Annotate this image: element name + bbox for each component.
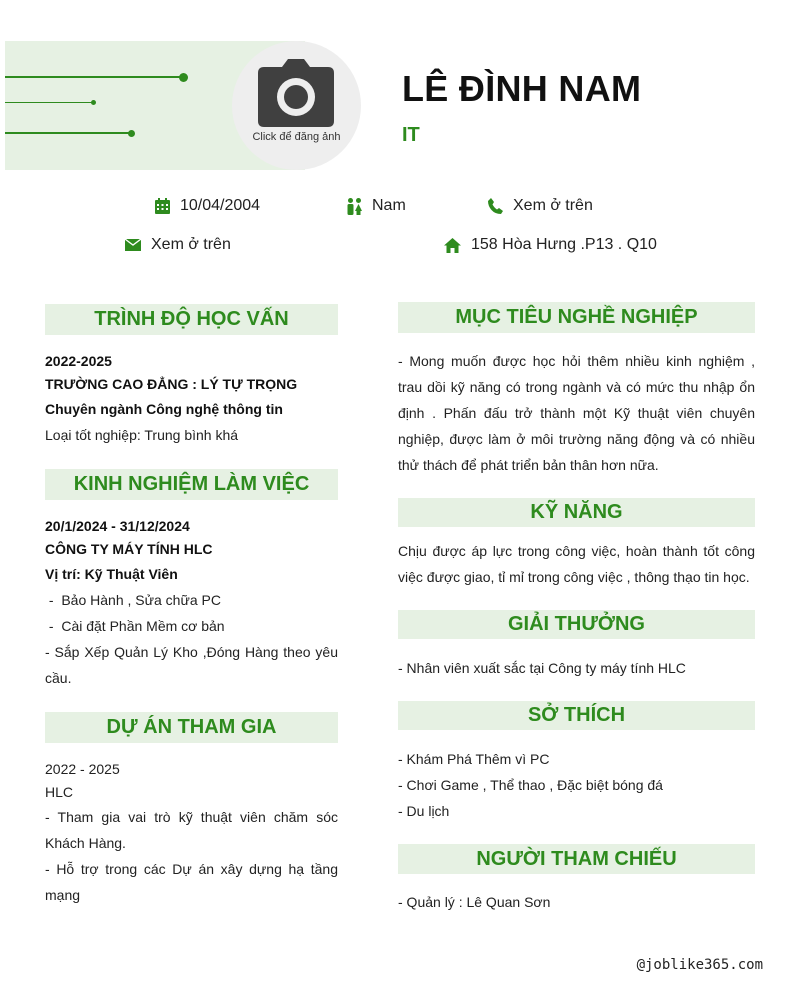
experience-task[interactable]: - Bảo Hành , Sửa chữa PC <box>45 592 221 608</box>
hobby-item[interactable]: - Chơi Game , Thể thao , Đặc biệt bóng đá <box>398 777 663 793</box>
objective-heading[interactable]: MỤC TIÊU NGHỀ NGHIỆP <box>398 302 755 333</box>
hobby-item[interactable]: - Du lịch <box>398 803 450 819</box>
email-info[interactable] <box>125 236 231 254</box>
education-school[interactable]: TRƯỜNG CAO ĐẲNG : LÝ TỰ TRỌNG <box>45 376 298 392</box>
decorative-line <box>5 76 183 78</box>
experience-task[interactable]: - Cài đặt Phần Mềm cơ bản <box>45 618 225 634</box>
project-period[interactable]: 2022 - 2025 <box>45 761 120 777</box>
experience-task[interactable]: - Sắp Xếp Quản Lý Kho ,Đóng Hàng theo yêu cầu. <box>45 644 338 686</box>
candidate-name[interactable]: LÊ ĐÌNH NAM <box>402 68 642 109</box>
education-period[interactable]: 2022-2025 <box>45 353 112 369</box>
references-text[interactable]: - Quản lý : Lê Quan Sơn <box>398 894 551 910</box>
experience-heading[interactable]: KINH NGHIỆM LÀM VIỆC <box>45 469 338 500</box>
phone-value: Xem ở trên <box>513 197 593 214</box>
experience-role[interactable]: Vị trí: Kỹ Thuật Viên <box>45 566 178 582</box>
email-value: Xem ở trên <box>151 236 231 253</box>
skills-heading[interactable]: KỸ NĂNG <box>398 498 755 527</box>
decorative-dot <box>179 73 188 82</box>
phone-info[interactable] <box>488 197 593 215</box>
address-value: 158 Hòa Hưng .P13 . Q10 <box>471 236 657 253</box>
birthday-value: 10/04/2004 <box>180 197 261 214</box>
gender-info[interactable] <box>347 197 406 215</box>
phone-icon <box>488 198 503 214</box>
objective-text[interactable]: - Mong muốn được học hỏi thêm nhiều kinh nghiệm , trau dồi kỹ năng có trong ngành và có mức thu nhập ổn định . Phấn đấu trở thành một Kỹ thuật viên chuyên nghiệp, được làm ở môi trường năng động và có nhiều thử thách để phát triển bản thân hơn nữa. <box>398 353 755 473</box>
experience-period[interactable]: 20/1/2024 - 31/12/2024 <box>45 518 190 534</box>
references-heading[interactable]: NGƯỜI THAM CHIẾU <box>398 844 755 874</box>
birthday-info[interactable] <box>155 197 260 215</box>
project-item[interactable]: - Tham gia vai trò kỹ thuật viên chăm sóc Khách Hàng. <box>45 809 338 851</box>
hobby-item[interactable]: - Khám Phá Thêm vì PC <box>398 751 550 767</box>
photo-upload[interactable] <box>232 41 361 170</box>
calendar-icon <box>155 198 170 214</box>
envelope-icon <box>125 239 141 251</box>
education-heading[interactable]: TRÌNH ĐỘ HỌC VẤN <box>45 304 338 335</box>
job-position[interactable]: IT <box>402 124 420 146</box>
gender-value: Nam <box>372 197 406 214</box>
awards-heading[interactable]: GIẢI THƯỞNG <box>398 610 755 639</box>
home-icon <box>444 238 461 253</box>
education-major[interactable]: Chuyên ngành Công nghệ thông tin <box>45 401 283 417</box>
project-name[interactable]: HLC <box>45 784 74 800</box>
gender-icon <box>347 198 362 215</box>
watermark: @joblike365.com <box>636 957 763 973</box>
photo-caption: Click để đăng ảnh <box>252 131 341 143</box>
camera-icon <box>256 59 336 131</box>
hobbies-heading[interactable]: SỞ THÍCH <box>398 701 755 730</box>
education-grade[interactable]: Loại tốt nghiệp: Trung bình khá <box>45 427 239 443</box>
projects-heading[interactable]: DỰ ÁN THAM GIA <box>45 712 338 743</box>
skills-text[interactable]: Chịu được áp lực trong công việc, hoàn thành tốt công việc được giao, tỉ mỉ trong công việc , thông thạo tin học. <box>398 543 755 585</box>
decorative-line <box>5 132 131 134</box>
decorative-line <box>5 102 94 103</box>
decorative-dot <box>91 100 96 105</box>
decorative-dot <box>128 130 135 137</box>
awards-text[interactable]: - Nhân viên xuất sắc tại Công ty máy tính HLC <box>398 660 686 676</box>
address-info[interactable] <box>444 236 657 254</box>
project-item[interactable]: - Hỗ trợ trong các Dự án xây dựng hạ tầng mạng <box>45 861 338 903</box>
experience-company[interactable]: CÔNG TY MÁY TÍNH HLC <box>45 541 213 557</box>
